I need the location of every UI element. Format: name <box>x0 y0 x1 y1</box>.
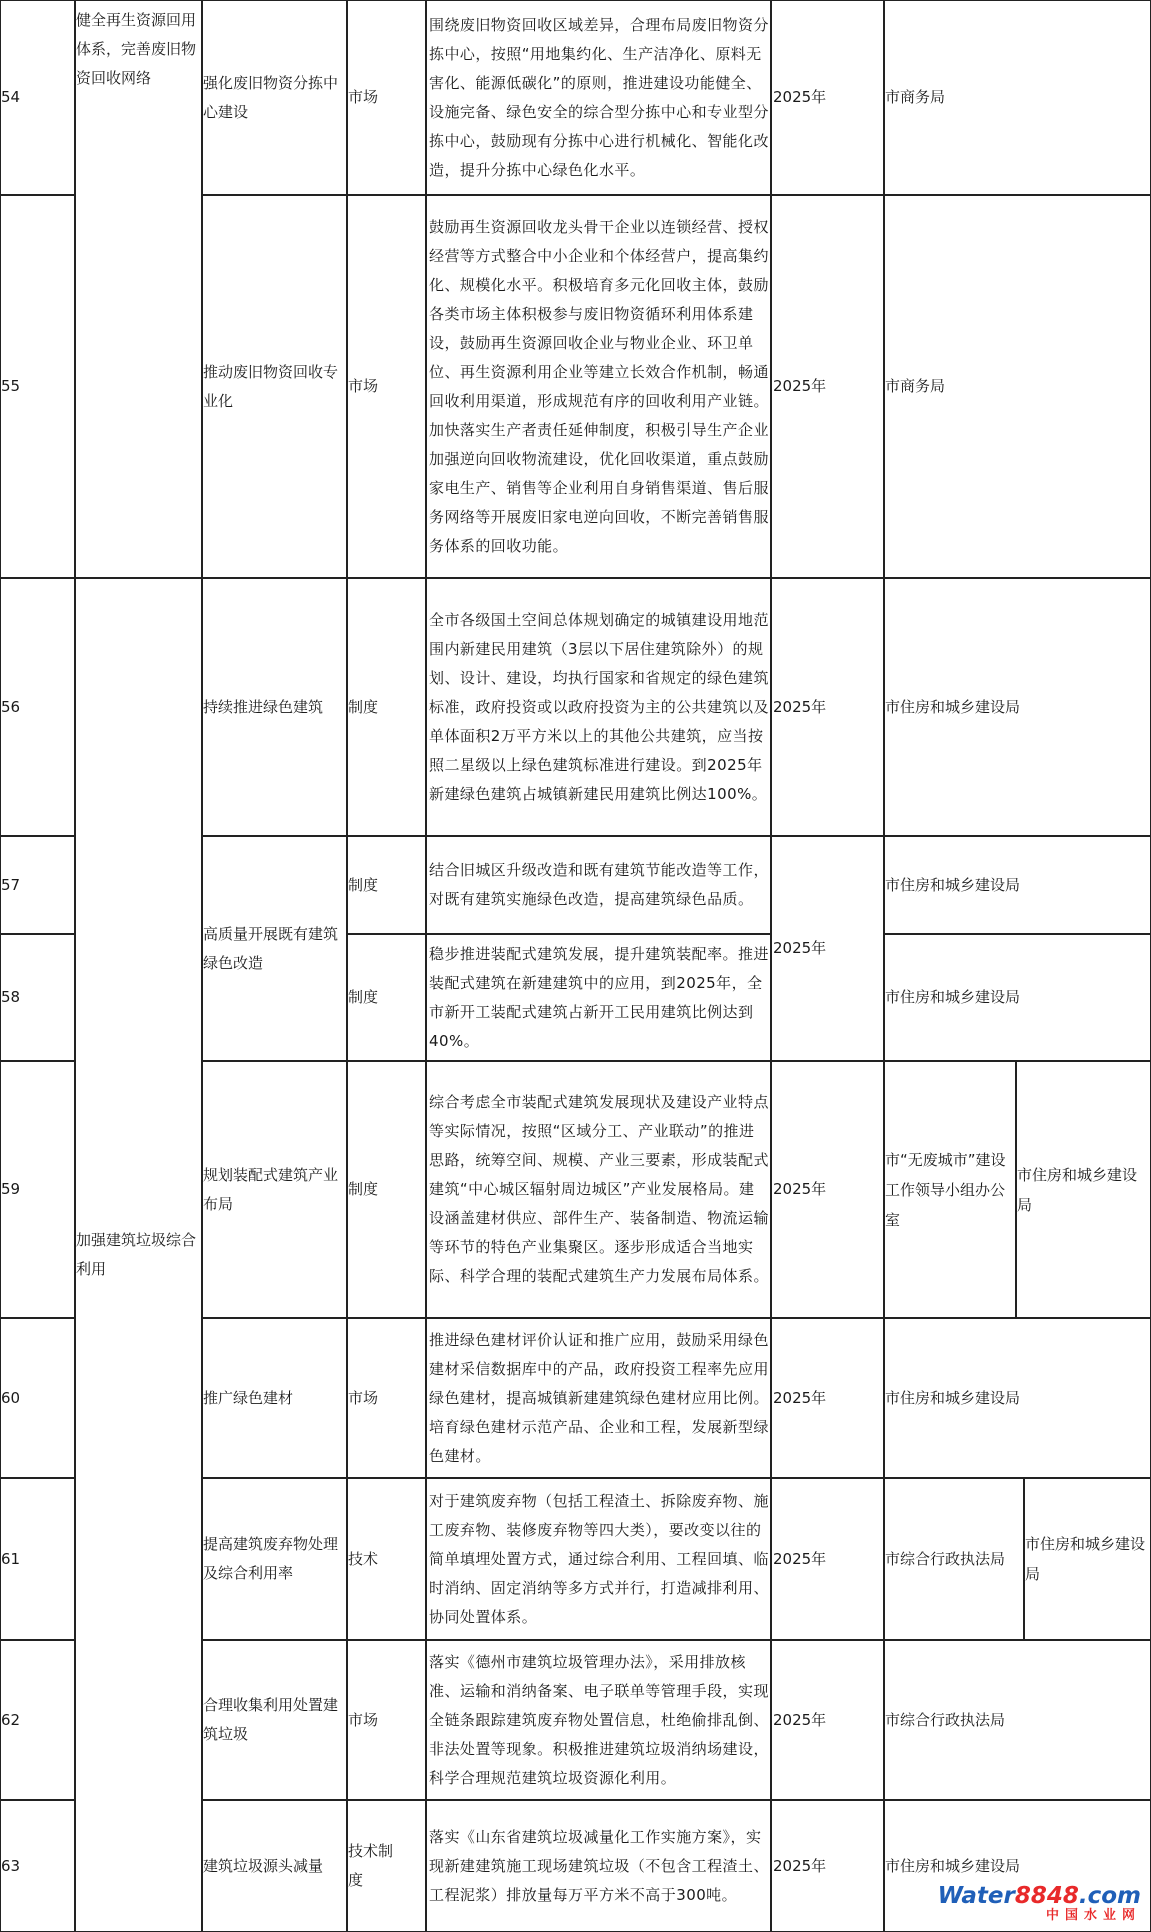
row-55-deadline <box>772 195 884 578</box>
row-56-task-text: 持续推进绿色建筑 <box>203 697 324 716</box>
row-63-description <box>427 1800 771 1932</box>
row-56-number <box>1 578 75 836</box>
row-58-type <box>348 934 426 1061</box>
row-57-number-text: 57 <box>1 875 21 894</box>
row-61-type <box>348 1478 426 1640</box>
row-63-deadline-text: 2025年 <box>773 1856 827 1875</box>
row-58-lead-dept-text: 市住房和城乡建设局 <box>885 988 1021 1006</box>
row-56-type <box>348 578 426 836</box>
row-56-deadline-text: 2025年 <box>773 697 827 716</box>
row-54-task <box>203 0 347 195</box>
row-59-lead-dept <box>885 1061 1016 1318</box>
row-62-deadline <box>772 1640 884 1800</box>
row-54-number <box>1 0 75 195</box>
row-62-number <box>1 1640 75 1800</box>
row-56-description <box>427 578 771 836</box>
row-59-lead-dept-text: 市“无废城市”建设工作领导小组办公室 <box>885 1150 1006 1229</box>
row-57-number <box>1 836 75 934</box>
watermark-logo-text <box>938 1884 1141 1908</box>
row-63-number-text: 63 <box>1 1856 21 1875</box>
row-63-description-text: 落实《山东省建筑垃圾减量化工作实施方案》，实现新建建筑施工现场建筑垃圾（不包含工程渣土、工程泥浆）排放量每万平方米不高于300吨。 <box>429 1827 769 1904</box>
row-59-description-text: 综合考虑全市装配式建筑发展现状及建设产业特点等实际情况，按照“区域分工、产业联动”的推进思路，统筹空间、规模、产业三要素，形成装配式建筑“中心城区辐射周边城区”产业发展格局。建设涵盖建材供应、部件生产、装备制造、物流运输等环节的特色产业集聚区。逐步形成适合当地实际、科学合理的装配式建筑生产力发展布局体系。 <box>429 1093 769 1285</box>
row-57-type <box>348 836 426 934</box>
watermark-logo <box>938 1884 1141 1924</box>
row-62-type <box>348 1640 426 1800</box>
row-62-lead-dept <box>885 1640 1151 1800</box>
row-59-task <box>203 1061 347 1318</box>
row-61-lead-dept-text: 市综合行政执法局 <box>885 1550 1006 1568</box>
row-57-description <box>427 836 771 934</box>
row-59-task-text: 规划装配式建筑产业布局 <box>203 1165 339 1213</box>
row-54-task-text: 强化废旧物资分拣中心建设 <box>203 73 339 121</box>
row-60-task-text: 推广绿色建材 <box>203 1388 294 1407</box>
row-63-number <box>1 1800 75 1932</box>
row-57-lead-dept-text: 市住房和城乡建设局 <box>885 875 1021 894</box>
row-56-number-text: 56 <box>1 697 21 716</box>
row-60-task <box>203 1318 347 1478</box>
row-61-task <box>203 1478 347 1640</box>
row-62-deadline-text: 2025年 <box>773 1710 827 1729</box>
row-60-type-text: 市场 <box>348 1388 379 1407</box>
row-63-task <box>203 1800 347 1932</box>
row-60-lead-dept-text: 市住房和城乡建设局 <box>885 1388 1021 1407</box>
row-55-description <box>427 195 771 578</box>
row-60-deadline-text: 2025年 <box>773 1388 827 1407</box>
watermark-logo-main: Water <box>937 1883 1015 1909</box>
row-59-type-text: 制度 <box>348 1180 379 1198</box>
row-56-type-text: 制度 <box>348 697 379 716</box>
row-54-lead-dept-text: 市商务局 <box>885 88 946 106</box>
row-59-deadline-text: 2025年 <box>773 1180 827 1198</box>
row-54-description <box>427 0 771 195</box>
row-56-lead-dept <box>885 578 1151 836</box>
row-62-description <box>427 1640 771 1800</box>
row-56-task <box>203 578 347 836</box>
row-55-number <box>1 195 75 578</box>
row-58-number <box>1 934 75 1061</box>
row-55-task-text: 推动废旧物资回收专业化 <box>203 362 339 410</box>
row-59-type <box>348 1061 426 1318</box>
row-63-deadline <box>772 1800 884 1932</box>
row-54-deadline-text: 2025年 <box>773 88 827 106</box>
row-59-deadline <box>772 1061 884 1318</box>
row-57-type-text: 制度 <box>348 875 379 894</box>
watermark-logo-suffix: .com <box>1078 1883 1141 1909</box>
row-59-number-text: 59 <box>1 1180 21 1198</box>
row-61-deadline-text: 2025年 <box>773 1549 827 1568</box>
row-63-type <box>348 1800 398 1932</box>
row-55-number-text: 55 <box>1 377 21 395</box>
row-60-number-text: 60 <box>1 1388 21 1407</box>
row-55-type-text: 市场 <box>348 377 379 395</box>
category-recycling-text: 健全再生资源回用体系，完善废旧物资回收网络 <box>76 11 197 87</box>
row-58-number-text: 58 <box>1 988 21 1006</box>
row-57-58-task <box>203 836 347 1061</box>
row-57-58-task-text: 高质量开展既有建筑绿色改造 <box>203 924 339 972</box>
row-61-lead-dept <box>885 1478 1024 1640</box>
category-building-waste <box>76 578 202 1932</box>
row-61-description <box>427 1478 771 1640</box>
row-60-deadline <box>772 1318 884 1478</box>
row-56-lead-dept-text: 市住房和城乡建设局 <box>885 697 1021 716</box>
row-61-number <box>1 1478 75 1640</box>
row-59-description <box>427 1061 771 1318</box>
row-62-type-text: 市场 <box>348 1710 379 1729</box>
row-55-deadline-text: 2025年 <box>773 377 827 395</box>
row-60-number <box>1 1318 75 1478</box>
row-57-description-text: 结合旧城区升级改造和既有建筑节能改造等工作，对既有建筑实施绿色改造，提高建筑绿色品质。 <box>429 861 769 908</box>
row-55-lead-dept-text: 市商务局 <box>885 377 946 395</box>
row-61-description-text: 对于建筑废弃物（包括工程渣土、拆除废弃物、施工废弃物、装修废弃物等四大类），要改变以往的简单填埋处置方式，通过综合利用、工程回填、临时消纳、固定消纳等多方式并行，打造减排利用、协同处置体系。 <box>429 1491 769 1626</box>
row-55-lead-dept <box>885 195 1151 578</box>
row-60-description-text: 推进绿色建材评价认证和推广应用，鼓励采用绿色建材采信数据库中的产品，政府投资工程率先应用绿色建材，提高城镇新建建筑绿色建材应用比例。培育绿色建材示范产品、企业和工程，发展新型绿色建材。 <box>429 1330 769 1465</box>
row-63-task-text: 建筑垃圾源头减量 <box>203 1856 324 1875</box>
row-57-lead-dept <box>885 836 1151 934</box>
row-62-task-text: 合理收集利用处置建筑垃圾 <box>203 1696 339 1743</box>
row-58-type-text: 制度 <box>348 988 379 1006</box>
row-62-task <box>203 1640 347 1800</box>
row-59-number <box>1 1061 75 1318</box>
row-58-description <box>427 934 771 1061</box>
category-building-waste-text: 加强建筑垃圾综合利用 <box>76 1231 197 1278</box>
row-63-lead-dept-text: 市住房和城乡建设局 <box>885 1856 1021 1875</box>
row-59-support-dept-text: 市住房和城乡建设局 <box>1017 1165 1138 1214</box>
row-58-description-text: 稳步推进装配式建筑发展，提升建筑装配率。推进装配式建筑在新建建筑中的应用，到2025年，全市新开工装配式建筑占新开工民用建筑比例达到40%。 <box>429 944 769 1050</box>
row-54-type <box>348 0 426 195</box>
row-62-lead-dept-text: 市综合行政执法局 <box>885 1710 1006 1729</box>
row-55-task <box>203 195 347 578</box>
row-58-lead-dept <box>885 934 1151 1061</box>
category-recycling <box>76 0 202 578</box>
row-54-deadline <box>772 0 884 195</box>
row-61-support-dept <box>1025 1478 1151 1640</box>
row-54-lead-dept <box>885 0 1151 195</box>
row-61-deadline <box>772 1478 884 1640</box>
watermark-logo-num: 8848 <box>1014 1883 1079 1909</box>
row-56-description-text: 全市各级国土空间总体规划确定的城镇建设用地范围内新建民用建筑（3层以下居住建筑除外）的规划、设计、建设，均执行国家和省规定的绿色建筑标准，政府投资或以政府投资为主的公共建筑以及单体面积2万平方米以上的其他公共建筑，应当按照二星级以上绿色建筑标准进行建设。到2025年新建绿色建筑占城镇新建民用建筑比例达100%。 <box>429 610 769 803</box>
row-61-number-text: 61 <box>1 1549 21 1568</box>
row-60-type <box>348 1318 426 1478</box>
row-63-type-text: 技术制度 <box>348 1842 394 1889</box>
row-60-description <box>427 1318 771 1478</box>
row-59-support-dept <box>1017 1061 1151 1318</box>
row-62-number-text: 62 <box>1 1710 21 1729</box>
watermark-subtitle: 中国水业网 <box>1045 1908 1141 1923</box>
row-54-type-text: 市场 <box>348 88 379 106</box>
row-61-support-dept-text: 市住房和城乡建设局 <box>1025 1535 1146 1583</box>
row-54-number-text: 54 <box>1 88 21 106</box>
row-61-type-text: 技术 <box>348 1549 379 1568</box>
row-54-description-text: 围绕废旧物资回收区域差异，合理布局废旧物资分拣中心，按照“用地集约化、生产洁净化、原料无害化、能源低碳化”的原则，推进建设功能健全、设施完备、绿色安全的综合型分拣中心和专业型分拣中心，鼓励现有分拣中心进行机械化、智能化改造，提升分拣中心绿色化水平。 <box>429 15 769 179</box>
row-56-deadline <box>772 578 884 836</box>
row-55-type <box>348 195 426 578</box>
row-61-task-text: 提高建筑废弃物处理及综合利用率 <box>203 1535 339 1582</box>
row-62-description-text: 落实《德州市建筑垃圾管理办法》，采用排放核准、运输和消纳备案、电子联单等管理手段，实现全链条跟踪建筑废弃物处置信息，杜绝偷排乱倒、非法处置等现象。积极推进建筑垃圾消纳场建设，科学合理规范建筑垃圾资源化利用。 <box>429 1652 769 1787</box>
row-55-description-text: 鼓励再生资源回收龙头骨干企业以连锁经营、授权经营等方式整合中小企业和个体经营户，提高集约化、规模化水平。积极培育多元化回收主体，鼓励各类市场主体积极参与废旧物资循环利用体系建设，鼓励再生资源回收企业与物业企业、环卫单位、再生资源利用企业等建立长效合作机制，畅通回收利用渠道，形成规范有序的回收利用产业链。加快落实生产者责任延伸制度，积极引导生产企业加强逆向回收物流建设，优化回收渠道，重点鼓励家电生产、销售等企业利用自身销售渠道、售后服务网络等开展废旧家电逆向回收，不断完善销售服务体系的回收功能。 <box>429 217 769 555</box>
row-57-58-deadline <box>772 836 884 1061</box>
row-60-lead-dept <box>885 1318 1151 1478</box>
row-57-58-deadline-text: 2025年 <box>773 939 827 957</box>
